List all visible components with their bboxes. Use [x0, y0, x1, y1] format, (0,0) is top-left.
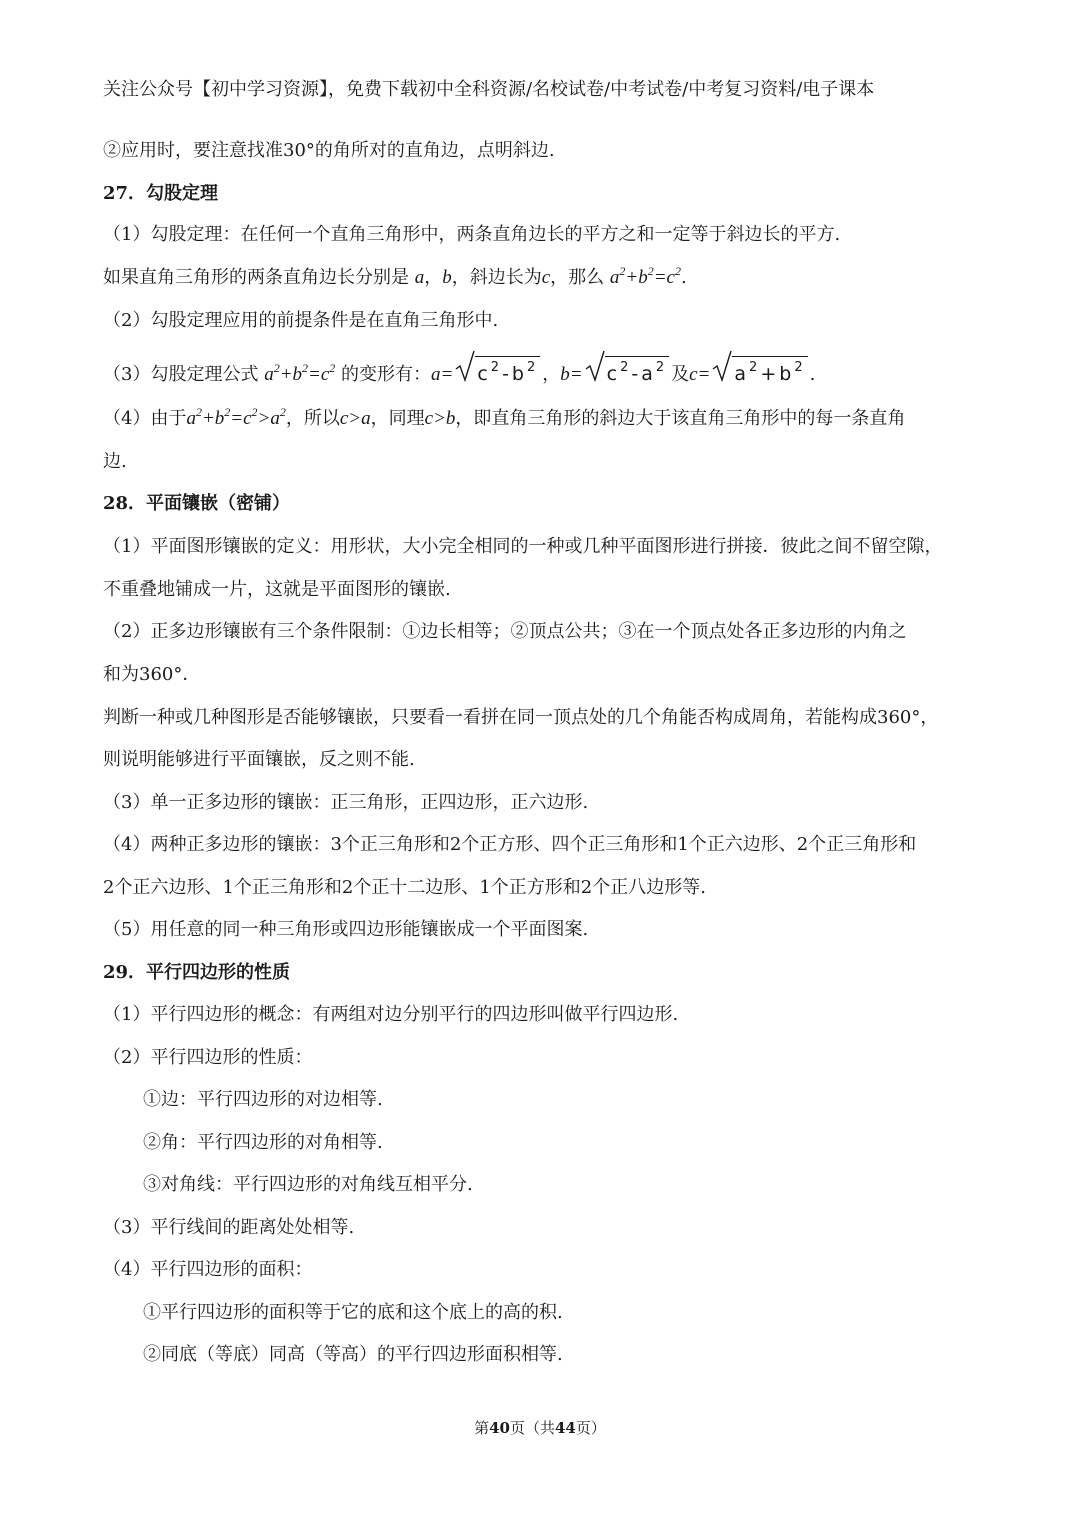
sqrt-c2-b2: $c^2-b^2$	[455, 356, 540, 387]
pythagoras-formula: $a^2+b^2=c^2$	[609, 264, 681, 288]
s27-p3: （3）勾股定理公式 $a^2+b^2=c^2$ 的变形有：a= $c^2-b^2$ ，b= $c^2-a^2$ 及c= $a^2+b^2$ .	[103, 356, 980, 388]
s27-p4	[103, 406, 980, 432]
s28-p3: （3）单一正多边形的镶嵌：正三角形，正四边形，正六边形.	[103, 792, 589, 813]
s29-p1: （1）平行四边形的概念：有两组对边分别平行的四边形叫做平行四边形.	[103, 1004, 679, 1025]
section-29-title: 29．平行四边形的性质	[103, 962, 291, 983]
footer-page-number: 40	[489, 1419, 510, 1437]
s27-p3-and: 及	[671, 364, 690, 385]
section-27-title: 27．勾股定理	[103, 183, 219, 204]
footer-total-pages: 44	[555, 1419, 576, 1437]
s29-p2-item-2: ②角：平行四边形的对角相等.	[143, 1132, 383, 1153]
page-footer	[0, 1417, 1080, 1438]
s27-p2: （2）勾股定理应用的前提条件是在直角三角形中.	[103, 310, 499, 331]
var-b: b	[442, 267, 452, 288]
s29-p2-item-3: ③对角线：平行四边形的对角线互相平分.	[143, 1174, 473, 1195]
radical-sign-icon	[455, 350, 475, 382]
s27-p1b: 如果直角三角形的两条直角边长分别是 a，b，斜边长为c，那么 $a^2+b^2=c^2$.	[103, 264, 687, 288]
pythagoras-formula-2: $a^2+b^2=c^2$	[264, 361, 336, 385]
s28-p5: （5）用任意的同一种三角形或四边形能镶嵌成一个平面图案.	[103, 919, 589, 940]
inequality-3: c>b	[424, 408, 456, 429]
inequality-1: $a^2+b^2=c^2>a^2$	[186, 405, 286, 429]
s29-p4: （4）平行四边形的面积：	[103, 1259, 313, 1280]
s28-p2a: （2）正多边形镶嵌有三个条件限制：①边长相等；②顶点公共；③在一个顶点处各正多边形的内角之	[103, 621, 907, 642]
s29-p3: （3）平行线间的距离处处相等.	[103, 1217, 355, 1238]
s27-p3-pre: （3）勾股定理公式	[103, 364, 259, 385]
s28-p2d: 则说明能够进行平面镶嵌，反之则不能.	[103, 749, 415, 770]
radical-sign-icon	[585, 350, 605, 382]
var-c: c	[541, 267, 551, 288]
s28-p2c: 判断一种或几种图形是否能够镶嵌，只要看一看拼在同一顶点处的几个角能否构成周角，若能构成360°，	[103, 707, 939, 728]
footer-mid: 页（共	[509, 1419, 555, 1437]
radical-sign-icon	[712, 350, 732, 382]
s27-p1: （1）勾股定理：在任何一个直角三角形中，两条直角边长的平方之和一定等于斜边长的平方.	[103, 224, 841, 245]
s28-p2b: 和为360°．	[103, 664, 201, 685]
s29-p4-item-1: ①平行四边形的面积等于它的底和这个底上的高的积.	[143, 1302, 563, 1323]
s28-p1b: 不重叠地铺成一片，这就是平面图形的镶嵌.	[103, 579, 451, 600]
s27-p3-mid: 的变形有：	[335, 364, 432, 385]
var-a: a	[414, 267, 425, 288]
s29-p4-item-2: ②同底（等底）同高（等高）的平行四边形面积相等.	[143, 1344, 563, 1365]
s27-p1b-post: ，那么	[550, 267, 605, 288]
intro-note: ②应用时，要注意找准30°的角所对的直角边，点明斜边.	[103, 140, 555, 161]
s27-p4-cont: 边.	[103, 451, 127, 472]
s29-p2-item-1: ①边：平行四边形的对边相等.	[143, 1089, 383, 1110]
s27-p1b-pre: 如果直角三角形的两条直角边长分别是	[103, 267, 409, 288]
s27-p4-post: ，即直角三角形的斜边大于该直角三角形中的每一条直角	[455, 408, 906, 429]
formula-a: a=	[431, 364, 454, 385]
sep: ，	[424, 267, 443, 288]
formula-c: c=	[689, 364, 711, 385]
s27-p1b-mid: ，斜边长为	[451, 267, 542, 288]
inequality-2: c>a	[339, 408, 371, 429]
footer-prefix: 第	[474, 1419, 490, 1437]
s28-p4a: （4）两种正多边形的镶嵌：3个正三角形和2个正方形、四个正三角形和1个正六边形、2个正三角形和	[103, 834, 917, 855]
s28-p1a: （1）平面图形镶嵌的定义：用形状，大小完全相同的一种或几种平面图形进行拼接．彼此之间不留空隙，	[103, 536, 943, 557]
s27-p4-mid1: ，所以	[285, 408, 340, 429]
formula-b: b=	[560, 364, 583, 385]
s29-p2: （2）平行四边形的性质：	[103, 1047, 313, 1068]
section-28-title: 28．平面镶嵌（密铺）	[103, 493, 291, 514]
sqrt-c2-a2: $c^2-a^2$	[585, 356, 670, 387]
s27-p4-pre: （4）由于	[103, 408, 187, 429]
sqrt-a2-b2: $a^2+b^2$	[712, 356, 807, 387]
footer-suffix: 页）	[575, 1419, 606, 1437]
s28-p4b: 2个正六边形、1个正三角形和2个正十二边形、1个正方形和2个正八边形等.	[103, 877, 706, 898]
s27-p4-mid2: ，同理	[370, 408, 425, 429]
header-banner: 关注公众号【初中学习资源】，免费下载初中全科资源/名校试卷/中考试卷/中考复习资料/电子课本	[103, 79, 875, 100]
